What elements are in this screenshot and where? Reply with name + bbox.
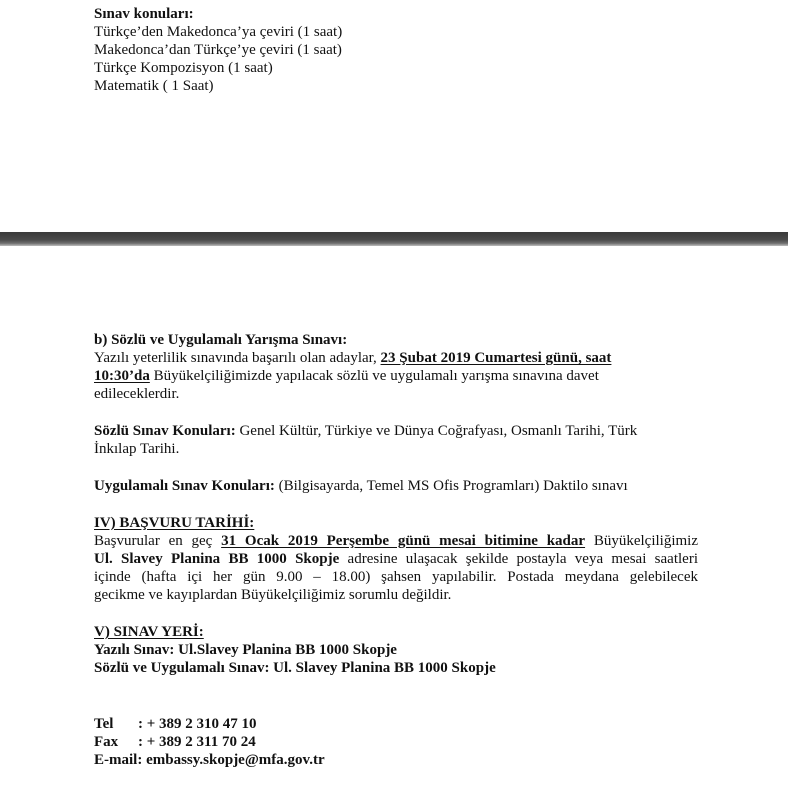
page-separator (0, 232, 788, 246)
oral-exam-paragraph-line: 10:30’da Büyükelçiliğimizde yapılacak sözlü ve uygulamalı yarışma sınavına davet (94, 368, 599, 384)
oral-topics-line: Sözlü Sınav Konuları: Genel Kültür, Türkiye ve Dünya Coğrafyası, Osmanlı Tarihi, Türk (94, 423, 638, 439)
exam-topic-item: Türkçe’den Makedonca’ya çeviri (1 saat) (94, 24, 343, 40)
oral-exam-time: 10:30’da (94, 368, 150, 384)
applied-topics-line: Uygulamalı Sınav Konuları: (Bilgisayarda, Temel MS Ofis Programları) Daktilo sınavı (94, 478, 628, 494)
oral-exam-heading: b) Sözlü ve Uygulamalı Yarışma Sınavı: (94, 332, 348, 348)
venue-oral: Sözlü ve Uygulamalı Sınav: Ul. Slavey Planina BB 1000 Skopje (94, 660, 496, 676)
exam-topic-item: Matematik ( 1 Saat) (94, 78, 214, 94)
oral-exam-paragraph-line: edileceklerdir. (94, 386, 180, 402)
application-deadline: 31 Ocak 2019 Perşembe günü mesai bitimine kadar (221, 533, 586, 549)
contact-email[interactable]: E-mail: embassy.skopje@mfa.gov.tr (94, 752, 325, 768)
application-line: içinde (hafta içi her gün 9.00 – 18.00) şahsen yapılabilir. Postada meydana gelebilecek (94, 569, 698, 585)
contact-fax: Fax : + 389 2 311 70 24 (94, 734, 256, 750)
venue-heading: V) SINAV YERİ: (94, 624, 204, 640)
oral-exam-paragraph-line: Yazılı yeterlilik sınavında başarılı olan adaylar, 23 Şubat 2019 Cumartesi günü, saat (94, 350, 612, 366)
page-top (0, 0, 788, 232)
oral-exam-date: 23 Şubat 2019 Cumartesi günü, saat (380, 350, 612, 366)
application-line: gecikme ve kayıplardan Büyükelçiliğimiz sorumlu değildir. (94, 587, 452, 603)
application-heading: IV) BAŞVURU TARİHİ: (94, 515, 255, 531)
application-address: Ul. Slavey Planina BB 1000 Skopje (94, 551, 340, 567)
application-line: Ul. Slavey Planina BB 1000 Skopje adresine ulaşacak şekilde postayla veya mesai saatleri (94, 551, 698, 567)
contact-tel: Tel : + 389 2 310 47 10 (94, 716, 257, 732)
exam-topic-item: Türkçe Kompozisyon (1 saat) (94, 60, 273, 76)
venue-written: Yazılı Sınav: Ul.Slavey Planina BB 1000 Skopje (94, 642, 397, 658)
exam-topics-heading: Sınav konuları: (94, 6, 194, 22)
exam-topic-item: Makedonca’dan Türkçe’ye çeviri (1 saat) (94, 42, 342, 58)
oral-topics-line: İnkılap Tarihi. (94, 441, 180, 457)
application-line: Başvurular en geç 31 Ocak 2019 Perşembe günü mesai bitimine kadar Büyükelçiliğimiz (94, 533, 698, 549)
